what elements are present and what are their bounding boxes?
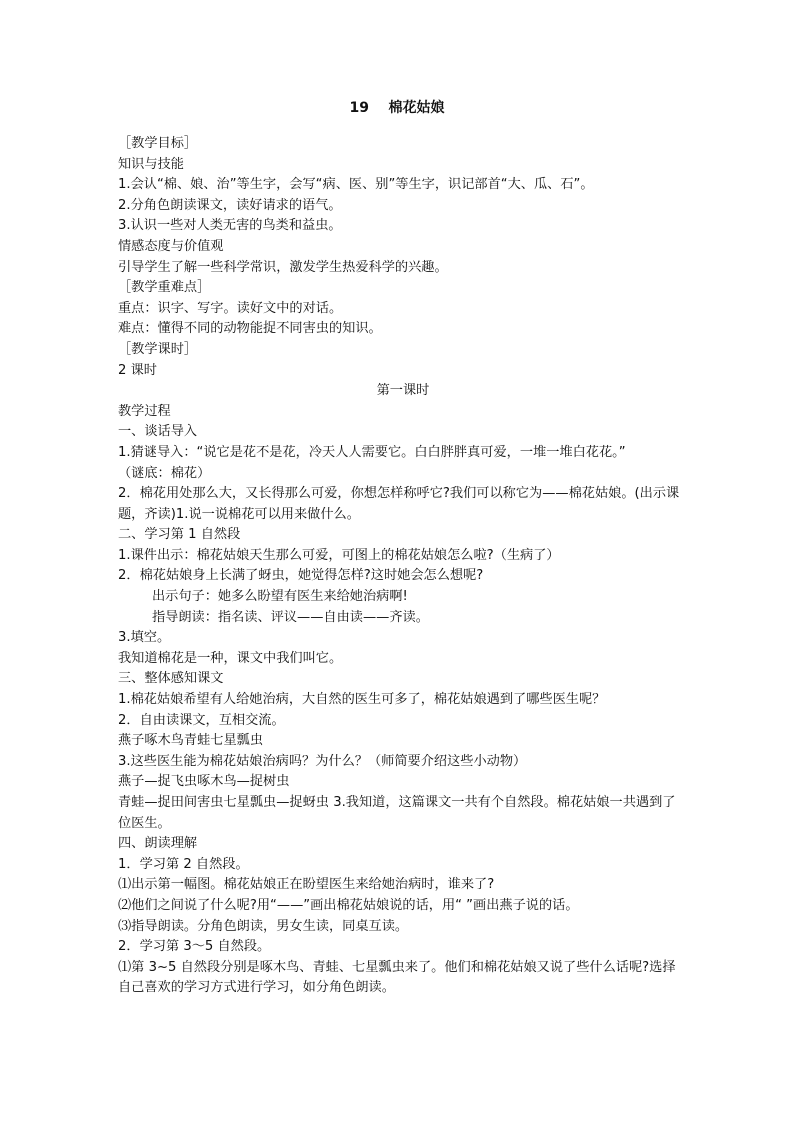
fill-blank-text: 我知道棉花是一种，课文中我们叫它。 <box>118 650 343 666</box>
reading-guidance-text: 指导朗读：指名读、评议——自由读——齐读。 <box>152 609 429 625</box>
animal-roles-line-1: 燕子—捉飞虫啄木鸟—捉树虫 <box>118 774 290 790</box>
objective-item-3: 3.认识一些对人类无害的鸟类和益虫。 <box>118 218 342 234</box>
section-heading-periods: ［教学课时］ <box>118 341 198 357</box>
part-three-heading: 三、整体感知课文 <box>118 671 224 687</box>
riddle-answer-text: （谜底：棉花） <box>118 465 211 481</box>
paragraphs-three-five-text: ⑴第 3~5 自然段分别是啄木鸟、青蛙、七星瓢虫来了。他们和棉花姑娘又说了些什么话呢?选择自己喜欢的学习方式进行学习，如分角色朗读。 <box>118 959 676 996</box>
periods-text: 2 课时 <box>118 362 157 378</box>
difficulty-text: 难点：懂得不同的动物能捉不同害虫的知识。 <box>118 321 382 337</box>
doctors-reason-question: 3.这些医生能为棉花姑娘治病吗？为什么？（师简要介绍这些小动物） <box>118 753 527 769</box>
document-body <box>118 134 688 999</box>
reading-practice-text: ⑶指导朗读。分角色朗读，男女生读，同桌互读。 <box>118 918 409 934</box>
free-reading-text: 2．自由读课文，互相交流。 <box>118 712 285 728</box>
animal-list-text: 燕子啄木鸟青蛙七星瓢虫 <box>118 733 264 749</box>
emotion-values-text: 引导学生了解一些科学常识，激发学生热爱科学的兴趣。 <box>118 259 448 275</box>
part-four-heading: 四、朗读理解 <box>118 836 198 852</box>
example-sentence-text: 出示句子：她多么盼望有医生来给她治病啊! <box>152 589 408 605</box>
aphid-question-text: 2．棉花姑娘身上长满了蚜虫，她觉得怎样?这时她会怎么想呢? <box>118 568 484 584</box>
doctors-question-text: 1.棉花姑娘希望有人给她治病，大自然的医生可多了，棉花姑娘遇到了哪些医生呢？ <box>118 692 606 708</box>
courseware-text: 1.课件出示：棉花姑娘天生那么可爱，可图上的棉花姑娘怎么啦?（生病了） <box>118 547 560 563</box>
subheading-emotion-values: 情感态度与价值观 <box>118 238 224 254</box>
lesson-period-heading: 第一课时 <box>376 383 430 399</box>
animal-roles-line-2: 青蛙—捉田间害虫七星瓢虫—捉蚜虫 3.我知道，这篇课文一共有个自然段。棉花姑娘一共遇到了位医生。 <box>118 795 676 831</box>
teaching-process-heading: 教学过程 <box>118 403 171 419</box>
section-heading-objectives: ［教学目标］ <box>118 136 198 151</box>
section-heading-key-points: ［教学重难点］ <box>118 280 211 296</box>
paragraph-two-heading: 1．学习第 2 自然段。 <box>118 856 249 872</box>
picture-one-text: ⑴出示第一幅图。棉花姑娘正在盼望医生来给她治病时，谁来了? <box>118 877 495 893</box>
key-point-text: 重点：识字、写字。读好文中的对话。 <box>118 300 343 316</box>
subheading-knowledge-skills: 知识与技能 <box>118 156 184 172</box>
objective-item-2: 2.分角色朗读课文，读好请求的语气。 <box>118 197 342 213</box>
document-title: 19 棉花姑娘 <box>349 100 445 116</box>
part-two-heading: 二、学习第 1 自然段 <box>118 527 241 543</box>
paragraphs-three-five-heading: 2．学习第 3～5 自然段。 <box>118 939 271 955</box>
dialogue-marking-text: ⑵他们之间说了什么呢?用“——”画出棉花姑娘说的话，用“ ”画出燕子说的话。 <box>118 897 579 913</box>
riddle-intro-text: 1.猜谜导入：“说它是花不是花，冷天人人需要它。白白胖胖真可爱，一堆一堆白花花。” <box>118 444 626 460</box>
objective-item-1: 1.会认“棉、娘、治”等生字，会写“病、医、别”等生字，识记部首“大、瓜、石”。 <box>118 177 594 193</box>
fill-blank-heading: 3.填空。 <box>118 630 171 646</box>
part-one-heading: 一、谈话导入 <box>118 424 198 440</box>
cotton-naming-text: 2．棉花用处那么大，又长得那么可爱，你想怎样称呼它?我们可以称它为——棉花姑娘。(出示课题，齐读)1.说一说棉花可以用来做什么。 <box>118 486 680 522</box>
